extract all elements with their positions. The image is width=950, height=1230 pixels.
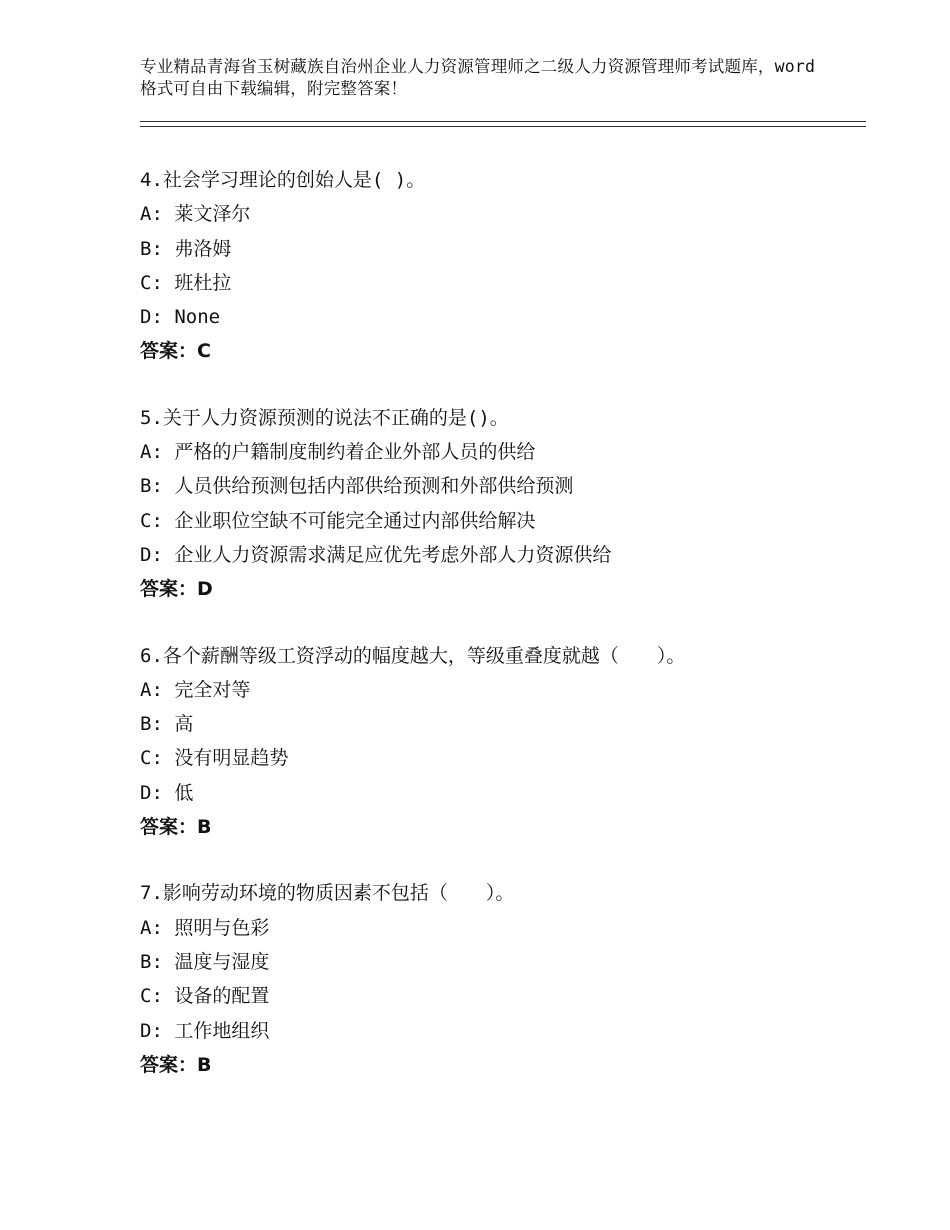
option-c: C: 设备的配置 (140, 985, 270, 1008)
question-stem: 5.关于人力资源预测的说法不正确的是()。 (140, 406, 509, 429)
option-d: D: 工作地组织 (140, 1019, 270, 1042)
option-c: C: 班杜拉 (140, 271, 232, 294)
answer-label: 答案：B (140, 816, 212, 839)
answer-label: 答案：B (140, 1053, 212, 1076)
question-list (140, 163, 860, 1114)
option-a: A: 照明与色彩 (140, 916, 270, 939)
option-a: A: 莱文泽尔 (140, 203, 251, 226)
option-d: D: 低 (140, 781, 194, 804)
answer-label: 答案：D (140, 578, 213, 601)
option-b: B: 人员供给预测包括内部供给预测和外部供给预测 (140, 475, 574, 498)
option-c: C: 企业职位空缺不可能完全通过内部供给解决 (140, 509, 536, 532)
question-stem: 4.社会学习理论的创始人是( )。 (140, 169, 426, 191)
option-d: D: 企业人力资源需求满足应优先考虑外部人力资源供给 (140, 543, 612, 566)
question-6 (140, 639, 860, 845)
question-7 (140, 876, 860, 1082)
option-b: B: 弗洛姆 (140, 237, 232, 260)
document-header: 专业精品青海省玉树藏族自治州企业人力资源管理师之二级人力资源管理师考试题库，word格式可自由下载编辑，附完整答案！ (140, 57, 816, 98)
question-5 (140, 401, 860, 607)
option-d: D: None (140, 306, 221, 329)
question-stem: 7.影响劳动环境的物质因素不包括（ ）。 (140, 882, 515, 905)
option-b: B: 温度与湿度 (140, 950, 270, 973)
option-c: C: 没有明显趋势 (140, 747, 289, 770)
option-a: A: 严格的户籍制度制约着企业外部人员的供给 (140, 441, 536, 464)
question-stem: 6.各个薪酬等级工资浮动的幅度越大，等级重叠度就越（ ）。 (140, 644, 686, 667)
option-b: B: 高 (140, 713, 194, 736)
option-a: A: 完全对等 (140, 678, 251, 701)
header-divider (140, 121, 866, 127)
answer-label: 答案：C (140, 340, 211, 363)
question-4 (140, 163, 860, 369)
